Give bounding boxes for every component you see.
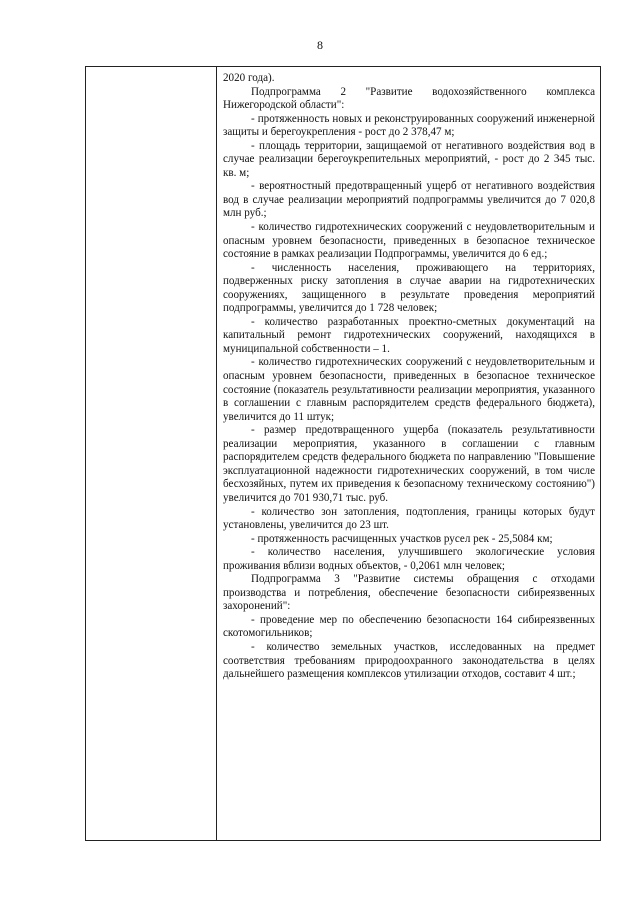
paragraph: - количество разработанных проектно-сметных документаций на капитальный ремонт гидротехнических сооружений, находящихся в муниципальной собственности – 1. bbox=[223, 315, 595, 355]
paragraph: - численность населения, проживающего на территориях, подверженных риску затопления в случае аварии на гидротехнических сооружениях, защищенного в результате проведения мероприятий подпрограммы, увеличится до 1 728 человек; bbox=[223, 261, 595, 315]
paragraph: - проведение мер по обеспечению безопасности 164 сибиреязвенных скотомогильников; bbox=[223, 613, 595, 640]
paragraph: - размер предотвращенного ущерба (показатель результативности реализации мероприятия, указанного в соглашении с главным распорядителем средств федерального бюджета по направлению "Повышение эксплуатационной надежности гидротехнических сооружений, в том числе бесхозяйных, путем их приведения к безопасному техническому состоянию") увеличится до 701 930,71 тыс. руб. bbox=[223, 424, 595, 504]
table-right-cell bbox=[217, 67, 600, 840]
paragraph: Подпрограмма 3 "Развитие системы обращения с отходами производства и потребления, обеспечение безопасности сибиреязвенных захоронений": bbox=[223, 573, 595, 613]
paragraph: Подпрограмма 2 "Развитие водохозяйственного комплекса Нижегородской области": bbox=[223, 85, 595, 112]
paragraph: - вероятностный предотвращенный ущерб от негативного воздействия вод в случае реализации мероприятий подпрограммы увеличится до 7 020,8 млн руб.; bbox=[223, 180, 595, 220]
page-number: 8 bbox=[317, 38, 323, 52]
paragraph: 2020 года). bbox=[223, 72, 275, 84]
table-left-cell bbox=[86, 67, 217, 840]
paragraph: - количество населения, улучшившего экологические условия проживания вблизи водных объектов, - 0,2061 млн человек; bbox=[223, 546, 595, 572]
paragraph: - протяженность новых и реконструированных сооружений инженерной защиты и берегоукрепления - рост до 2 378,47 м; bbox=[223, 112, 595, 139]
paragraph: - количество зон затопления, подтопления, границы которых будут установлены, увеличится до 23 шт. bbox=[223, 505, 595, 532]
paragraph: - количество гидротехнических сооружений с неудовлетворительным и опасным уровнем безопасности, приведенных в безопасное техническое состояние в рамках реализации Подпрограммы, увеличится до 6 ед.; bbox=[223, 221, 595, 261]
paragraph: - количество земельных участков, исследованных на предмет соответствия требованиям природоохранного законодательства в целях дальнейшего размещения комплексов утилизации отходов, составит 4 шт.; bbox=[223, 640, 595, 681]
paragraph: - протяженность расчищенных участков русел рек - 25,5084 км; bbox=[251, 532, 553, 545]
document-table bbox=[85, 66, 601, 841]
paragraph: - площадь территории, защищаемой от негативного воздействия вод в случае реализации берегоукрепительных мероприятий, - рост до 2 345 тыс. кв. м; bbox=[223, 139, 595, 179]
paragraph: - количество гидротехнических сооружений с неудовлетворительным и опасным уровнем безопасности, приведенных в безопасное техническое состояние (показатель результативности реализации мероприятия, указанного в соглашении с главным распорядителем средств федерального бюджета), увеличится до 11 штук; bbox=[223, 356, 595, 423]
